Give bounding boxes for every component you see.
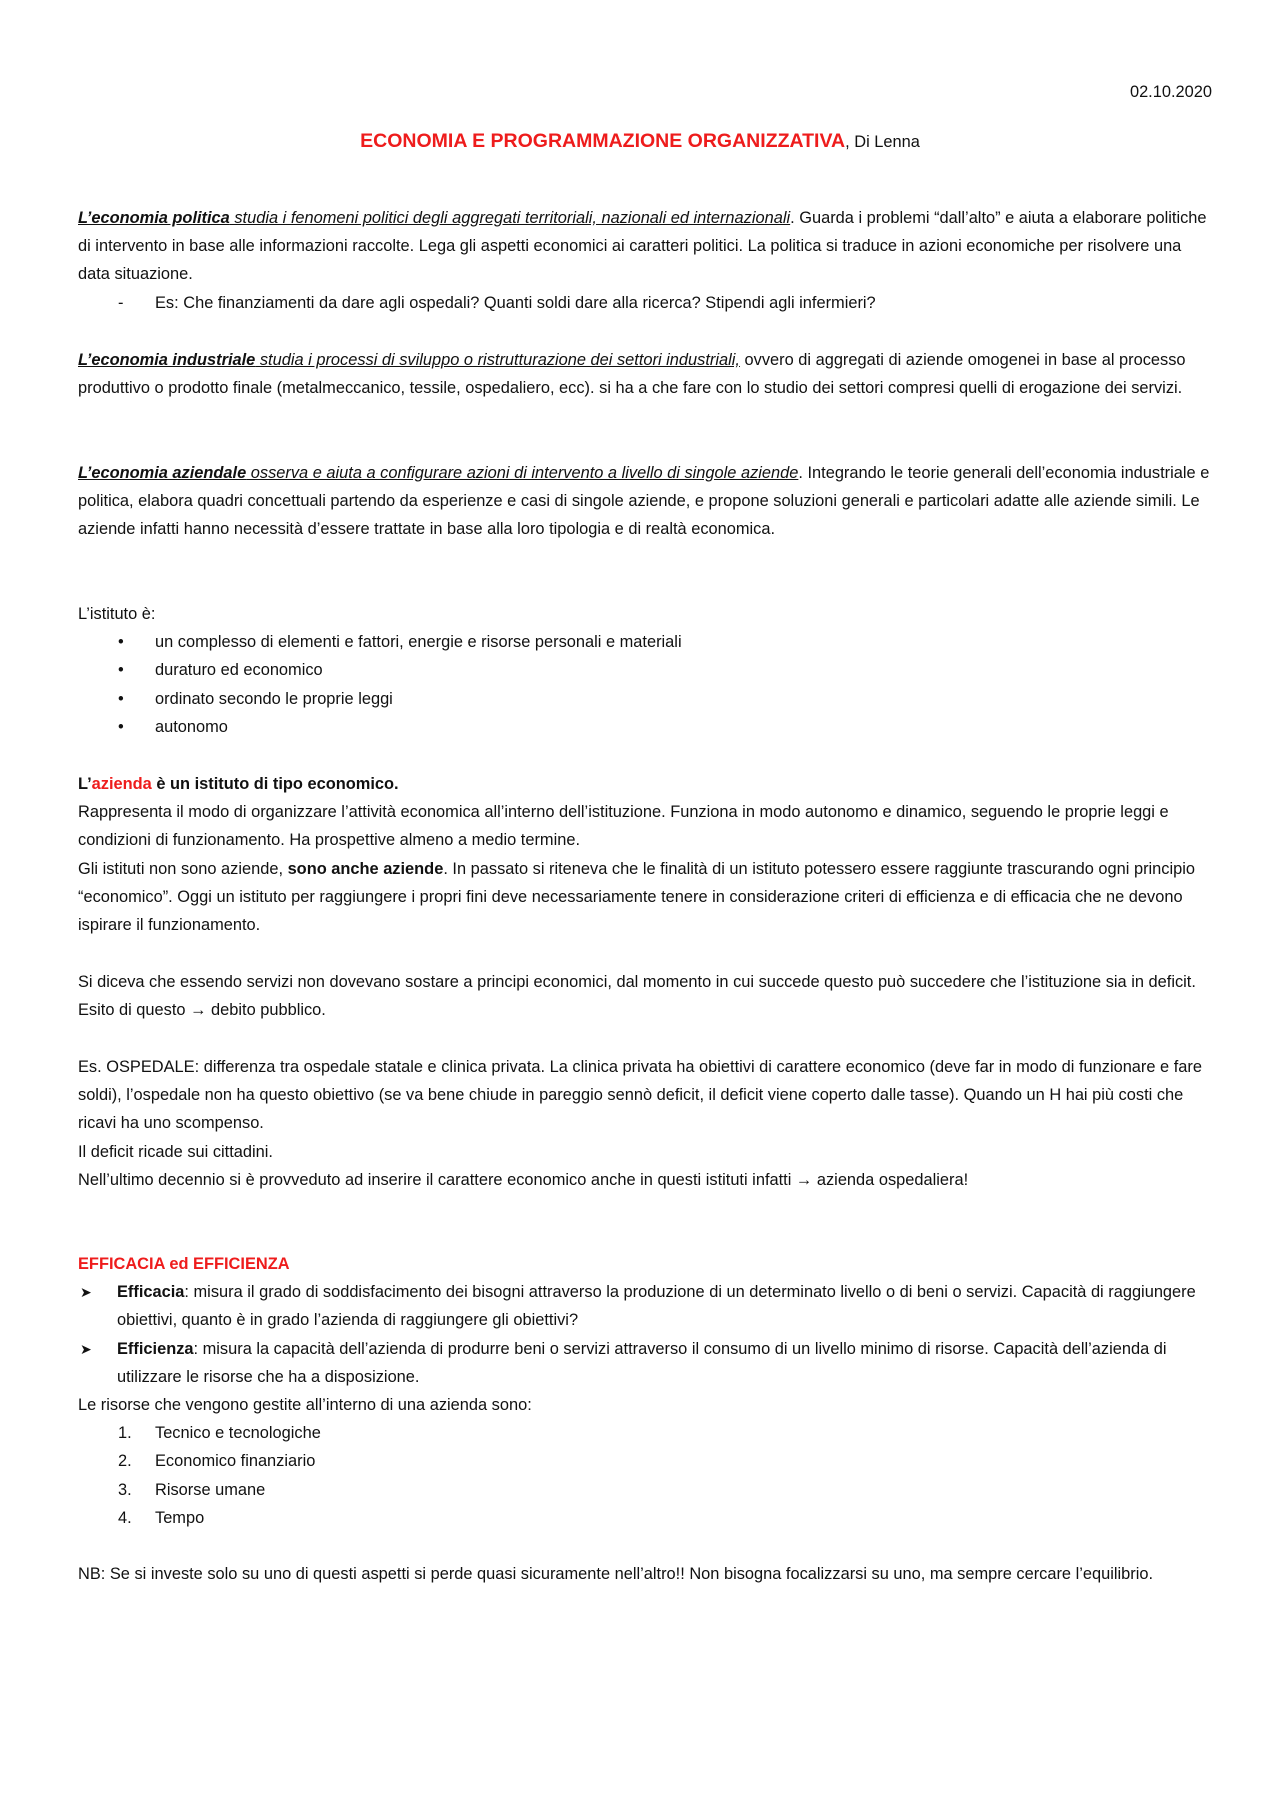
ospedale-section xyxy=(78,1053,1212,1194)
document-date: 02.10.2020 xyxy=(1129,83,1212,101)
bullet-icon: • xyxy=(118,661,124,680)
azienda-heading: L’azienda è un istituto di tipo economico. xyxy=(78,775,399,793)
paragraph-economia-aziendale xyxy=(78,459,1212,544)
dash-bullet: - xyxy=(118,293,124,312)
definition: studia i processi di sviluppo o ristrutturazione dei settori industriali, xyxy=(255,351,740,369)
paragraph-text: . Guarda i problemi “dall’alto” e aiuta a elaborare politiche di intervento in base alle informazioni raccolte. Lega gli aspetti economici ai caratteri politici. La politica si traduce in azioni economiche per risolvere una data situazione. xyxy=(78,209,1207,284)
list-item-text: Es: Che finanziamenti da dare agli ospedali? Quanti soldi dare alla ricerca? Stipendi agli infermieri? xyxy=(155,293,876,312)
paragraph-text: Rappresenta il modo di organizzare l’attività economica all’interno dell’istituzione. Funziona in modo autonomo e dinamico, seguendo le proprie leggi e condizioni di funzionamento. Ha prospettive almeno a medio termine. xyxy=(78,803,1169,850)
paragraph-economia-industriale xyxy=(78,346,1212,402)
bullet-icon: • xyxy=(118,689,124,708)
istituto-list xyxy=(78,628,1212,741)
definition: studia i fenomeni politici degli aggregati territoriali, nazionali ed internazionali xyxy=(229,209,791,227)
paragraph-text: Le risorse che vengono gestite all’interno di una azienda sono: xyxy=(78,1396,532,1415)
list-item: • un complesso di elementi e fattori, energie e risorse personali e materiali xyxy=(78,628,1212,656)
title-main: ECONOMIA E PROGRAMMAZIONE ORGANIZZATIVA xyxy=(360,130,846,152)
list-item: 3. Risorse umane xyxy=(118,1480,266,1499)
bullet-icon: • xyxy=(118,717,124,736)
list-item: • duraturo ed economico xyxy=(78,656,1212,684)
list-item: 1. Tecnico e tecnologiche xyxy=(118,1424,321,1443)
term: L’economia politica xyxy=(78,209,230,227)
paragraph-economia-politica xyxy=(78,204,1212,317)
azienda-section xyxy=(78,770,1212,939)
paragraph-text: . Integrando le teorie generali dell’economia industriale e politica, elabora quadri concettuali partendo da esperienze e casi di singole aziende, e propone soluzioni generali e particolari adatte alle aziende simili. Le aziende infatti hanno necessità d’essere trattate in base alla loro tipologia e di realtà economica. xyxy=(78,464,1210,539)
arrow-right-icon: → xyxy=(795,1170,813,1189)
list-item: 2. Economico finanziario xyxy=(118,1452,316,1471)
term: L’economia industriale xyxy=(78,351,256,369)
arrowhead-bullet-icon: ➤ xyxy=(80,1284,92,1301)
list-item: • autonomo xyxy=(78,713,1212,741)
list-item: ➤ Efficienza: misura la capacità dell’azienda di produrre beni o servizi attraverso il consumo di un livello minimo di risorse. Capacità dell’azienda di utilizzare le risorse che ha a disposizione. xyxy=(78,1335,1212,1391)
efficacia-section xyxy=(78,1250,1212,1588)
list-item: • ordinato secondo le proprie leggi xyxy=(78,685,1212,713)
risorse-list xyxy=(78,1419,1212,1532)
deficit-paragraph: Si diceva che essendo servizi non dovevano sostare a principi economici, dal momento in cui succede questo può succedere che l’istituzione sia in deficit. Esito di questo → debito pubblico. xyxy=(78,973,1196,1020)
list-item: ➤ Efficacia: misura il grado di soddisfacimento dei bisogni attraverso la produzione di un determinato livello o di beni o servizi. Capacità di raggiungere obiettivi, quanto è in grado l’azienda di raggiungere gli obiettivi? xyxy=(78,1278,1212,1334)
paragraph-text: Es. OSPEDALE: differenza tra ospedale statale e clinica privata. La clinica privata ha obiettivi di carattere economico (deve far in modo di funzionare e fare soldi), l’ospedale non ha questo obiettivo (se va bene chiude in pareggio sennò deficit, il deficit viene coperto dalle tasse). Quando un H hai più costi che ricavi ha uno scompenso. xyxy=(78,1058,1202,1133)
list-item xyxy=(78,289,1212,317)
definition: osserva e aiuta a configurare azioni di intervento a livello di singole aziende xyxy=(246,464,799,482)
istituto-intro: L’istituto è: xyxy=(78,605,156,623)
paragraph-text: Il deficit ricade sui cittadini. xyxy=(78,1142,273,1161)
arrowhead-bullet-icon: ➤ xyxy=(80,1340,92,1357)
document-title xyxy=(0,127,1280,156)
istituto-section xyxy=(78,600,1212,741)
section-heading: EFFICACIA ed EFFICIENZA xyxy=(78,1255,290,1273)
paragraph-text: ovvero di aggregati di aziende omogenei in base al processo produttivo o prodotto finale (metalmeccanico, tessile, ospedaliero, ecc). si ha a che fare con lo studio dei settori compresi quelli di erogazione dei servizi. xyxy=(78,351,1186,398)
paragraph-text: Gli istituti non sono aziende, sono anche aziende. In passato si riteneva che le finalità di un istituto potessero essere raggiunte trascurando ogni principio “economico”. Oggi un istituto per raggiungere i propri fini deve necessariamente tenere in considerazione criteri di efficienza e di efficacia che ne devono ispirare il funzionamento. xyxy=(78,859,1196,935)
term: L’economia aziendale xyxy=(78,464,247,482)
title-author: , Di Lenna xyxy=(845,133,920,151)
arrow-right-icon: → xyxy=(190,1001,207,1020)
nb-paragraph: NB: Se si investe solo su uno di questi aspetti si perde quasi sicuramente nell’altro!! Non bisogna focalizzarsi su uno, ma sempre cercare l’equilibrio. xyxy=(78,1565,1154,1584)
list-item: 4. Tempo xyxy=(118,1508,205,1527)
paragraph-text: Nell’ultimo decennio si è provveduto ad inserire il carattere economico anche in questi istituti infatti → azienda ospedaliera! xyxy=(78,1170,969,1189)
bullet-icon: • xyxy=(118,633,124,652)
